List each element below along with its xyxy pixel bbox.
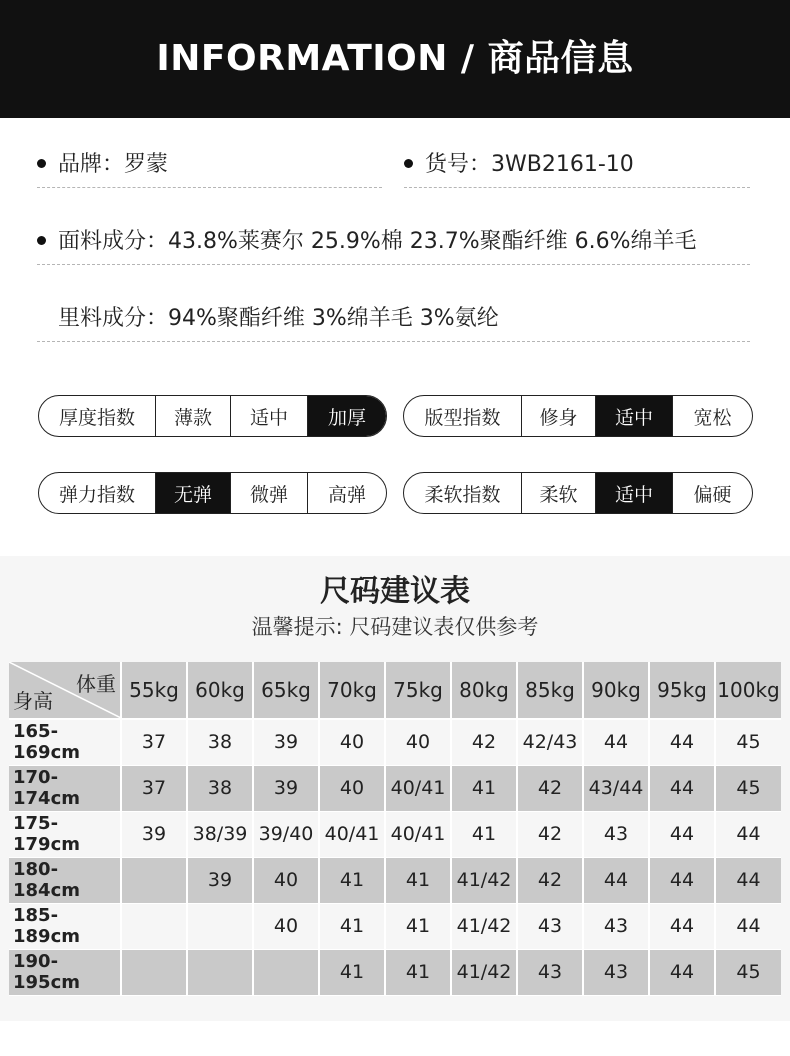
size-cell: 44 xyxy=(583,857,649,903)
size-cell: 43 xyxy=(583,903,649,949)
size-table xyxy=(9,662,781,996)
size-cell: 40 xyxy=(253,857,319,903)
size-chart-subtitle: 温馨提示: 尺码建议表仅供参考 xyxy=(251,615,539,639)
divider xyxy=(37,187,382,188)
size-cell: 39 xyxy=(253,719,319,765)
weight-header: 65kg xyxy=(253,662,319,719)
size-cell: 40/41 xyxy=(319,811,385,857)
softness-index xyxy=(403,472,753,514)
thickness-option: 薄款 xyxy=(155,396,230,436)
size-cell: 44 xyxy=(715,811,781,857)
bullet-icon xyxy=(37,159,46,168)
size-cell: 44 xyxy=(649,719,715,765)
size-cell: 41/42 xyxy=(451,857,517,903)
size-cell xyxy=(121,949,187,995)
size-cell: 42/43 xyxy=(517,719,583,765)
fit-option: 宽松 xyxy=(672,396,752,436)
size-cell: 42 xyxy=(517,857,583,903)
size-cell: 44 xyxy=(715,903,781,949)
weight-header: 55kg xyxy=(121,662,187,719)
size-cell xyxy=(121,903,187,949)
lining-text: 里料成分：94%聚酯纤维 3%绵羊毛 3%氨纶 xyxy=(58,306,499,331)
table-row xyxy=(9,949,781,995)
size-cell: 43 xyxy=(517,949,583,995)
size-cell: 41 xyxy=(451,811,517,857)
size-cell: 40/41 xyxy=(385,811,451,857)
size-table-body xyxy=(9,719,781,995)
elasticity-option: 微弹 xyxy=(230,473,307,513)
fit-index xyxy=(403,395,753,437)
fit-option: 修身 xyxy=(521,396,595,436)
size-cell: 41 xyxy=(385,949,451,995)
size-cell: 43 xyxy=(583,949,649,995)
height-range-cell: 185-189cm xyxy=(9,903,121,949)
table-row xyxy=(9,719,781,765)
table-row xyxy=(9,811,781,857)
thickness-option-selected: 加厚 xyxy=(307,396,386,436)
size-table-wrap xyxy=(9,662,781,996)
size-cell: 41 xyxy=(319,903,385,949)
elasticity-option-selected: 无弹 xyxy=(155,473,230,513)
thickness-index xyxy=(38,395,387,437)
size-cell xyxy=(121,857,187,903)
lining-line xyxy=(58,301,499,332)
fit-option-selected: 适中 xyxy=(595,396,672,436)
size-cell: 42 xyxy=(517,811,583,857)
weight-header: 60kg xyxy=(187,662,253,719)
size-cell: 38 xyxy=(187,765,253,811)
size-cell: 44 xyxy=(583,719,649,765)
size-cell: 44 xyxy=(715,857,781,903)
softness-index-label: 柔软指数 xyxy=(424,483,501,506)
size-cell: 38 xyxy=(187,719,253,765)
size-cell: 41/42 xyxy=(451,903,517,949)
divider xyxy=(404,187,750,188)
size-cell: 40 xyxy=(319,719,385,765)
thickness-index-label: 厚度指数 xyxy=(58,406,135,429)
bullet-icon xyxy=(37,236,46,245)
fabric-text: 面料成分：43.8%莱赛尔 25.9%棉 23.7%聚酯纤维 6.6%绵羊毛 xyxy=(58,229,697,254)
weight-corner-label: 体重 xyxy=(76,672,116,696)
size-cell: 41 xyxy=(451,765,517,811)
height-range-cell: 180-184cm xyxy=(9,857,121,903)
size-cell: 37 xyxy=(121,719,187,765)
corner-cell xyxy=(9,662,121,719)
size-cell: 41 xyxy=(385,903,451,949)
height-range-cell: 165-169cm xyxy=(9,719,121,765)
size-cell: 45 xyxy=(715,719,781,765)
size-cell: 38/39 xyxy=(187,811,253,857)
size-cell: 40 xyxy=(253,903,319,949)
size-chart-title: 尺码建议表 xyxy=(320,574,470,609)
size-cell: 41 xyxy=(385,857,451,903)
size-cell: 39 xyxy=(121,811,187,857)
size-cell: 44 xyxy=(649,949,715,995)
size-cell: 39 xyxy=(253,765,319,811)
divider xyxy=(37,264,750,265)
softness-option-selected: 适中 xyxy=(595,473,672,513)
weight-header: 70kg xyxy=(319,662,385,719)
fit-index-label: 版型指数 xyxy=(424,406,501,429)
size-cell: 42 xyxy=(517,765,583,811)
table-row xyxy=(9,765,781,811)
size-cell: 39 xyxy=(187,857,253,903)
size-cell: 41 xyxy=(319,949,385,995)
elasticity-option: 高弹 xyxy=(307,473,386,513)
page-title: INFORMATION / 商品信息 xyxy=(156,38,634,79)
weight-header: 85kg xyxy=(517,662,583,719)
size-cell: 44 xyxy=(649,857,715,903)
size-cell: 44 xyxy=(649,903,715,949)
size-table-header-row xyxy=(9,662,781,719)
height-range-cell: 175-179cm xyxy=(9,811,121,857)
item-number-text: 货号：3WB2161-10 xyxy=(425,152,634,177)
weight-header: 100kg xyxy=(715,662,781,719)
bullet-icon xyxy=(404,159,413,168)
weight-header: 95kg xyxy=(649,662,715,719)
softness-option: 柔软 xyxy=(521,473,595,513)
table-row xyxy=(9,903,781,949)
thickness-option: 适中 xyxy=(230,396,307,436)
height-range-cell: 190-195cm xyxy=(9,949,121,995)
size-cell: 40/41 xyxy=(385,765,451,811)
weight-header: 90kg xyxy=(583,662,649,719)
size-cell: 45 xyxy=(715,765,781,811)
size-cell: 40 xyxy=(319,765,385,811)
size-cell xyxy=(187,949,253,995)
size-cell xyxy=(253,949,319,995)
height-corner-label: 身高 xyxy=(13,689,53,713)
weight-header: 80kg xyxy=(451,662,517,719)
brand-line xyxy=(37,147,168,178)
size-cell: 39/40 xyxy=(253,811,319,857)
fabric-line xyxy=(37,224,697,255)
divider xyxy=(37,341,750,342)
size-cell: 43 xyxy=(583,811,649,857)
size-cell: 43 xyxy=(517,903,583,949)
elasticity-index xyxy=(38,472,387,514)
size-cell: 43/44 xyxy=(583,765,649,811)
weight-header: 75kg xyxy=(385,662,451,719)
size-cell: 42 xyxy=(451,719,517,765)
item-number-line xyxy=(404,147,634,178)
brand-text: 品牌：罗蒙 xyxy=(58,152,169,177)
size-cell: 40 xyxy=(385,719,451,765)
height-range-cell: 170-174cm xyxy=(9,765,121,811)
size-cell: 44 xyxy=(649,811,715,857)
size-cell: 41 xyxy=(319,857,385,903)
size-cell: 37 xyxy=(121,765,187,811)
table-row xyxy=(9,857,781,903)
size-cell: 45 xyxy=(715,949,781,995)
softness-option: 偏硬 xyxy=(672,473,752,513)
size-cell xyxy=(187,903,253,949)
elasticity-index-label: 弹力指数 xyxy=(58,483,135,506)
size-cell: 41/42 xyxy=(451,949,517,995)
size-cell: 44 xyxy=(649,765,715,811)
